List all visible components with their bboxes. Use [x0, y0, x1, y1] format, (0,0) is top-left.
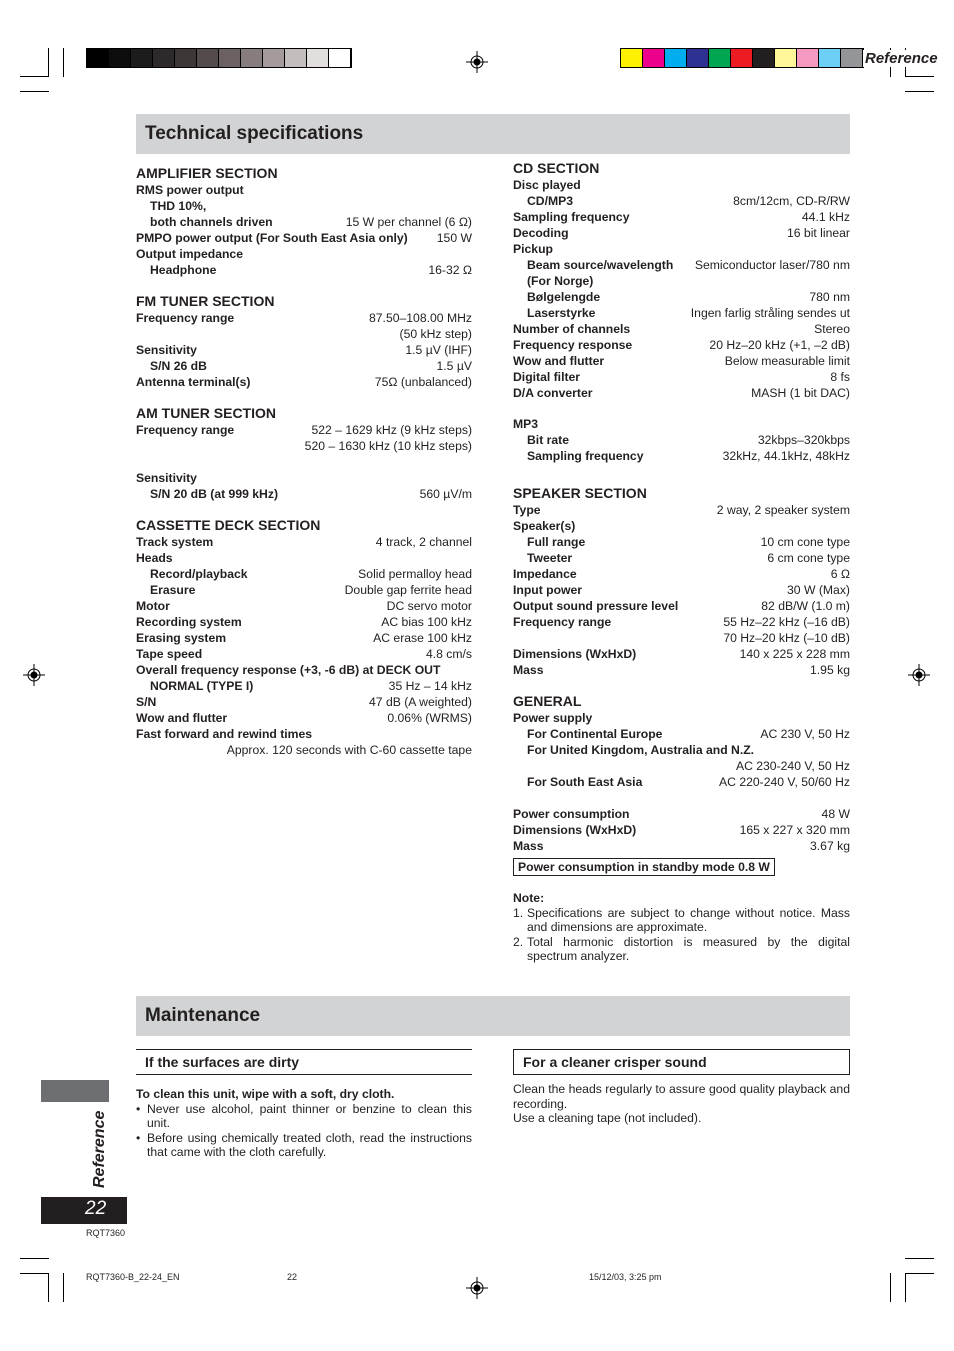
spec-row [513, 209, 850, 225]
spec-label: Recording system [136, 615, 242, 629]
note-item [513, 906, 850, 935]
notes-block [513, 891, 850, 964]
registration-mark-icon [23, 664, 45, 686]
color-swatch [687, 49, 709, 67]
spec-row [513, 305, 850, 321]
spec-value: 1.5 µV [436, 359, 472, 373]
spec-row [136, 342, 472, 358]
spec-row [136, 374, 472, 390]
crop-mark [20, 76, 49, 77]
spec-row [136, 470, 472, 486]
color-swatch [775, 49, 797, 67]
spec-label: Full range [527, 535, 586, 549]
spec-row [513, 416, 850, 432]
footer-file: RQT7360-B_22-24_EN [86, 1272, 180, 1282]
spec-label: NORMAL (TYPE I) [150, 679, 254, 693]
spec-value: 16-32 Ω [428, 263, 472, 277]
sidebar-tab [41, 1080, 109, 1102]
registration-mark-icon [466, 1277, 488, 1299]
spec-value: Solid permalloy head [358, 567, 472, 581]
spec-label: THD 10%, [150, 199, 207, 213]
spacer [136, 502, 472, 517]
spec-value: Ingen farlig stråling sendes ut [690, 306, 850, 320]
spec-section-heading: AM TUNER SECTION [136, 405, 276, 421]
spec-value: MASH (1 bit DAC) [751, 386, 850, 400]
spec-value: AC 220-240 V, 50/60 Hz [719, 775, 850, 789]
spec-row [136, 326, 472, 342]
spec-value: 47 dB (A weighted) [369, 695, 472, 709]
spec-row [513, 758, 850, 774]
spec-value: 1.5 µV (IHF) [405, 343, 472, 357]
crop-mark [63, 48, 64, 77]
spec-label: Sampling frequency [527, 449, 644, 463]
spec-label: For South East Asia [527, 775, 643, 789]
registration-mark-icon [466, 51, 488, 73]
spec-value: AC erase 100 kHz [373, 631, 472, 645]
spec-label: Wow and flutter [136, 711, 228, 725]
color-swatch [131, 49, 153, 67]
spec-value: Stereo [814, 322, 850, 336]
color-swatch [731, 49, 753, 67]
spec-row [513, 806, 850, 822]
spec-row [513, 646, 850, 662]
specs-right-column [513, 160, 850, 854]
spec-label: CD/MP3 [527, 194, 574, 208]
spec-row [513, 614, 850, 630]
standby-power-box: Power consumption in standby mode 0.8 W [513, 858, 775, 876]
spec-value: 44.1 kHz [801, 210, 850, 224]
spec-row [513, 550, 850, 566]
spec-value: 70 Hz–20 kHz (–10 dB) [723, 631, 850, 645]
spec-row [136, 358, 472, 374]
crop-mark [905, 1273, 906, 1302]
spec-value: 520 – 1630 kHz (10 kHz steps) [304, 439, 472, 453]
spacer [136, 278, 472, 293]
crop-mark [905, 91, 934, 92]
color-swatch [329, 49, 351, 67]
model-code: RQT7360 [86, 1228, 126, 1238]
page-number: 22 [41, 1197, 127, 1224]
spec-label: Dimensions (WxHxD) [513, 823, 637, 837]
spec-row [136, 742, 472, 758]
footer-page: 22 [287, 1272, 298, 1282]
color-swatch [841, 49, 863, 67]
spec-label: Laserstyrke [527, 306, 596, 320]
spec-label: Wow and flutter [513, 354, 605, 368]
spec-row [513, 502, 850, 518]
grayscale-calibration-bar [86, 48, 352, 68]
spec-label: Decoding [513, 226, 569, 240]
spec-value: 32kHz, 44.1kHz, 48kHz [722, 449, 850, 463]
spec-row [136, 310, 472, 326]
cleaner-sound-heading: For a cleaner crisper sound [513, 1049, 850, 1075]
spec-value: 0.06% (WRMS) [387, 711, 472, 725]
spec-value: AC 230-240 V, 50 Hz [735, 759, 850, 773]
spec-row [513, 582, 850, 598]
spec-label: Output impedance [136, 247, 243, 261]
spec-row [513, 566, 850, 582]
spec-row [513, 337, 850, 353]
spec-row [513, 353, 850, 369]
spec-label: Record/playback [150, 567, 248, 581]
color-swatch [263, 49, 285, 67]
spec-value: 6 cm cone type [767, 551, 850, 565]
spec-row [136, 550, 472, 566]
notes-title: Note: [513, 891, 545, 905]
specs-left-column [136, 165, 472, 758]
color-swatch [285, 49, 307, 67]
spec-label: Erasure [150, 583, 196, 597]
color-swatch [643, 49, 665, 67]
spec-label: Frequency range [136, 423, 235, 437]
spec-row [513, 662, 850, 678]
spec-value: 32kbps–320kbps [757, 433, 850, 447]
crop-mark [48, 1273, 49, 1302]
spec-row [136, 422, 472, 438]
spec-row [513, 321, 850, 337]
spec-row [136, 646, 472, 662]
spec-label: Headphone [150, 263, 217, 277]
spec-row [513, 432, 850, 448]
footer-datetime: 15/12/03, 3:25 pm [589, 1272, 662, 1282]
spec-label: Mass [513, 839, 544, 853]
spec-row [136, 662, 472, 678]
spec-label: Input power [513, 583, 583, 597]
note-text: Total harmonic distortion is measured by the digital spectrum analyzer. [527, 934, 850, 964]
crop-mark [20, 1258, 49, 1259]
spec-value: 30 W (Max) [787, 583, 850, 597]
spec-value: 8 fs [830, 370, 850, 384]
spec-label: MP3 [513, 417, 539, 431]
spec-label: Pickup [513, 242, 553, 256]
spec-label: Impedance [513, 567, 577, 581]
spec-row [136, 534, 472, 550]
color-swatch [153, 49, 175, 67]
spec-label: Fast forward and rewind times [136, 727, 313, 741]
spec-label: For Continental Europe [527, 727, 663, 741]
spec-label: Erasing system [136, 631, 227, 645]
spec-value: 150 W [436, 231, 472, 245]
spec-value: 3.67 kg [810, 839, 850, 853]
spec-value: 522 – 1629 kHz (9 kHz steps) [311, 423, 472, 437]
spec-row [513, 177, 850, 193]
spec-value: DC servo motor [386, 599, 472, 613]
color-swatch [753, 49, 775, 67]
spec-row [513, 838, 850, 854]
maintenance-bullet: • Never use alcohol, paint thinner or benzine to clean this unit. [136, 1102, 472, 1131]
spec-row [513, 710, 850, 726]
spacer [513, 401, 850, 416]
spec-label: S/N 20 dB (at 999 kHz) [150, 487, 279, 501]
spec-label: Frequency response [513, 338, 633, 352]
spec-row [136, 726, 472, 742]
spec-value: Below measurable limit [724, 354, 850, 368]
spec-row [513, 385, 850, 401]
color-swatch [819, 49, 841, 67]
spec-label: S/N 26 dB [150, 359, 207, 373]
spec-label: Disc played [513, 178, 581, 192]
spec-row [513, 448, 850, 464]
spec-row [136, 454, 472, 470]
crop-mark [48, 48, 49, 77]
spec-row [136, 438, 472, 454]
spec-row [136, 630, 472, 646]
spec-label: Tape speed [136, 647, 203, 661]
spec-row [513, 742, 850, 758]
spec-value: 75Ω (unbalanced) [374, 375, 472, 389]
spec-value: 1.95 kg [810, 663, 850, 677]
spec-value: AC 230 V, 50 Hz [760, 727, 850, 741]
header-section-label: Reference [865, 50, 938, 67]
spec-row [136, 246, 472, 262]
spec-value: 560 µV/m [419, 487, 472, 501]
spec-label: Dimensions (WxHxD) [513, 647, 637, 661]
spec-value: 4.8 cm/s [425, 647, 472, 661]
spec-label: Sampling frequency [513, 210, 630, 224]
spec-value: AC bias 100 kHz [381, 615, 472, 629]
spec-row [513, 726, 850, 742]
spec-row [513, 369, 850, 385]
color-swatch [709, 49, 731, 67]
color-swatch [241, 49, 263, 67]
crop-mark [905, 1258, 934, 1259]
spec-label: PMPO power output (For South East Asia only) [136, 231, 408, 245]
color-swatch [621, 49, 643, 67]
spec-row [136, 486, 472, 502]
spec-row [136, 566, 472, 582]
spec-row [513, 630, 850, 646]
spec-row [136, 614, 472, 630]
spec-label: Track system [136, 535, 214, 549]
crop-mark [905, 76, 934, 77]
note-number: 1. [513, 905, 524, 920]
cleaner-text [513, 1082, 850, 1126]
spec-label: Number of channels [513, 322, 631, 336]
spec-label: Power consumption [513, 807, 630, 821]
spec-row [513, 822, 850, 838]
spec-value: 2 way, 2 speaker system [716, 503, 850, 517]
color-swatch [109, 49, 131, 67]
spec-label: Motor [136, 599, 170, 613]
spec-value: Semiconductor laser/780 nm [694, 258, 850, 272]
note-item [513, 935, 850, 964]
color-swatch [797, 49, 819, 67]
spec-value: 780 nm [809, 290, 850, 304]
spec-label: Mass [513, 663, 544, 677]
spec-row [136, 678, 472, 694]
crop-mark [63, 1273, 64, 1302]
spacer [513, 678, 850, 693]
spec-row [513, 598, 850, 614]
spec-row [513, 225, 850, 241]
spec-section-heading: FM TUNER SECTION [136, 293, 275, 309]
spec-label: For United Kingdom, Australia and N.Z. [527, 743, 755, 757]
specs-title: Technical specifications [145, 123, 364, 144]
spec-label: (For Norge) [527, 274, 594, 288]
note-text: Specifications are subject to change without notice. Mass and dimensions are approximate. [527, 905, 850, 935]
spec-value: 165 x 227 x 320 mm [739, 823, 850, 837]
spec-value: (50 kHz step) [399, 327, 472, 341]
spec-row [513, 518, 850, 534]
spec-row [513, 241, 850, 257]
spec-section-heading: SPEAKER SECTION [513, 485, 647, 501]
spec-value: 87.50–108.00 MHz [369, 311, 472, 325]
spec-label: Overall frequency response (+3, -6 dB) at DECK OUT [136, 663, 441, 677]
crop-mark [890, 1273, 891, 1302]
color-swatch [87, 49, 109, 67]
spec-label: Frequency range [136, 311, 235, 325]
spec-label: Tweeter [527, 551, 573, 565]
maintenance-bullet: • Before using chemically treated cloth, read the instructions that came with the cloth carefully. [136, 1131, 472, 1160]
spec-row [136, 214, 472, 230]
spec-value: 140 x 225 x 228 mm [739, 647, 850, 661]
spec-value: 55 Hz–22 kHz (–16 dB) [723, 615, 850, 629]
spec-label: both channels driven [150, 215, 273, 229]
spec-row [513, 534, 850, 550]
spec-section-heading: CD SECTION [513, 160, 600, 176]
color-swatch [665, 49, 687, 67]
crop-mark [20, 91, 49, 92]
spec-row [136, 230, 472, 246]
spec-label: Bit rate [527, 433, 569, 447]
spec-value: 10 cm cone type [760, 535, 850, 549]
spec-value: 15 W per channel (6 Ω) [345, 215, 472, 229]
spec-value: 82 dB/W (1.0 m) [761, 599, 850, 613]
spec-label: Sensitivity [136, 471, 197, 485]
maintenance-title: Maintenance [145, 1005, 261, 1026]
spec-label: Frequency range [513, 615, 612, 629]
spec-label: Speaker(s) [513, 519, 576, 533]
spec-row [513, 257, 850, 273]
spec-label: RMS power output [136, 183, 244, 197]
spec-label: Sensitivity [136, 343, 197, 357]
spec-label: D/A converter [513, 386, 593, 400]
surfaces-intro: To clean this unit, wipe with a soft, dry cloth. [136, 1087, 395, 1101]
color-swatch [219, 49, 241, 67]
surfaces-text [136, 1087, 472, 1160]
spec-section-heading: CASSETTE DECK SECTION [136, 517, 321, 533]
spec-value: 8cm/12cm, CD-R/RW [733, 194, 850, 208]
spec-row [136, 582, 472, 598]
spec-row [136, 198, 472, 214]
spec-value: 6 Ω [830, 567, 850, 581]
note-number: 2. [513, 934, 524, 949]
spec-value: 16 bit linear [786, 226, 850, 240]
spec-row [136, 182, 472, 198]
spacer [136, 390, 472, 405]
surfaces-dirty-heading: If the surfaces are dirty [136, 1049, 472, 1075]
spec-value: 48 W [821, 807, 850, 821]
spec-row [136, 262, 472, 278]
spec-row [513, 193, 850, 209]
spec-row [136, 598, 472, 614]
spec-label: Heads [136, 551, 173, 565]
spec-label: Beam source/wavelength [527, 258, 674, 272]
spec-row [513, 273, 850, 289]
spec-label: Output sound pressure level [513, 599, 679, 613]
spec-row [513, 289, 850, 305]
spec-value: Approx. 120 seconds with C-60 cassette tape [226, 743, 472, 757]
spec-label: Antenna terminal(s) [136, 375, 251, 389]
spacer [513, 464, 850, 479]
color-swatch [307, 49, 329, 67]
spec-row [513, 790, 850, 806]
spec-row [136, 710, 472, 726]
sidebar-section-label: Reference [91, 1110, 108, 1188]
spec-value: 35 Hz – 14 kHz [388, 679, 472, 693]
specs-banner [136, 114, 850, 154]
crop-mark [905, 1273, 934, 1274]
color-calibration-bar [620, 48, 864, 68]
registration-mark-icon [908, 664, 930, 686]
spec-value: 20 Hz–20 kHz (+1, –2 dB) [709, 338, 850, 352]
spec-section-heading: GENERAL [513, 693, 582, 709]
spec-section-heading: AMPLIFIER SECTION [136, 165, 278, 181]
spec-value: Double gap ferrite head [344, 583, 472, 597]
spec-row [513, 774, 850, 790]
crop-mark [20, 1273, 49, 1274]
color-swatch [175, 49, 197, 67]
maintenance-banner [136, 996, 850, 1036]
maintenance-line: Clean the heads regularly to assure good quality playback and recording. [513, 1082, 850, 1111]
color-swatch [197, 49, 219, 67]
spec-row [136, 694, 472, 710]
spec-label: Type [513, 503, 541, 517]
spec-value: 4 track, 2 channel [375, 535, 472, 549]
maintenance-line: Use a cleaning tape (not included). [513, 1111, 702, 1126]
spec-label: Bølgelengde [527, 290, 601, 304]
spec-label: S/N [136, 695, 157, 709]
spec-label: Digital filter [513, 370, 581, 384]
spec-label: Power supply [513, 711, 593, 725]
